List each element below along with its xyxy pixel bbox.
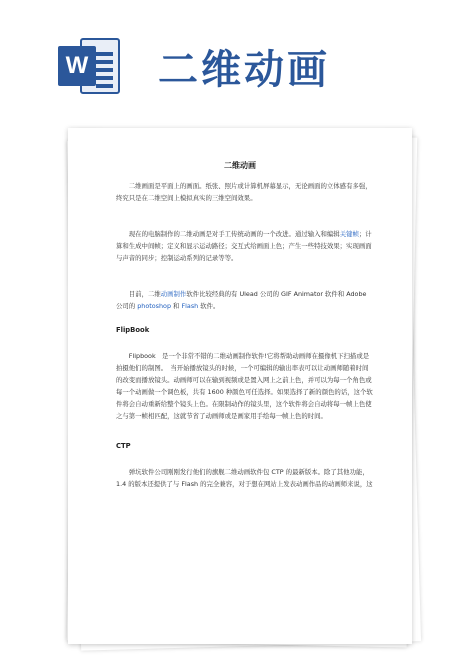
document-page [68, 128, 412, 644]
text-span: 软件。 [198, 302, 220, 310]
paragraph-computer-animation [116, 228, 374, 264]
paragraph-ctp: 弹坑软件公司刚刚发行他们的旗舰二维动画软件包 CTP 的最新版本。除了其他功能，1.4 的版本还提供了与 Flash 的完全兼容，对于想在网站上发表动画作品的动画师来说，这 [116, 468, 373, 488]
animation-production-link[interactable]: 动画制作 [160, 290, 187, 298]
word-document-icon [58, 36, 122, 98]
text-span: ；计算和生成中间帧；定义和显示运动路径；交互式给画面上色；产生一些特技效果；实现画面与声音的同步；控制运动系列的记录等等。 [116, 230, 372, 262]
text-span: 现在的电脑制作的二维动画是对手工传统动画的一个改进。通过输入和编辑 [128, 230, 340, 238]
paragraph-flipbook: Flipbook 是一个非常不错的二维动画制作软件!它将帮助动画师在摄像机下扫描或是拍摄他们的制图。 当开始播放镜头的时候，一个可编辑的输出率表可以让动画师随着时间的改变而播放镜头。动画师可以在输到视频或是置入网上之前上色，并可以为每一个角色或每一个动画做一个调色板，共有 1600 种颜色可任选择。如果选择了新的颜色的话，这个软件将会自动重新给整个镜头上色。在限制动作的镜头里，这个软件将会自动将每一帧上色使之与第一帧相匹配，这就节省了动画师或是画家用手绘每一帧上色的时间。 [116, 352, 373, 420]
text-span: 软件比较经典的有 Ulead 公司的 GIF Animator 软件和 Adobe 公司的 [116, 290, 367, 310]
banner-title: 二维动画 [158, 47, 330, 93]
header-banner [0, 0, 474, 120]
paragraph-software [116, 288, 374, 312]
keyframe-link[interactable]: 关键帧 [339, 230, 359, 238]
heading-ctp: CTP [116, 442, 131, 450]
text-span: 和 [171, 302, 182, 310]
text-span: 目前，二维 [128, 290, 161, 298]
heading-flipbook: FlipBook [116, 326, 150, 334]
document-title: 二维动画 [224, 161, 256, 170]
paragraph-intro: 二维画面是平面上的画面。纸张、照片或计算机屏幕显示，无论画面的立体感有多强，终究只是在二维空间上模拟真实的三维空间效果。 [116, 182, 372, 202]
photoshop-link[interactable]: photoshop [137, 302, 171, 310]
flash-link[interactable]: Flash [181, 302, 199, 310]
word-letter-tile: W [58, 46, 96, 86]
